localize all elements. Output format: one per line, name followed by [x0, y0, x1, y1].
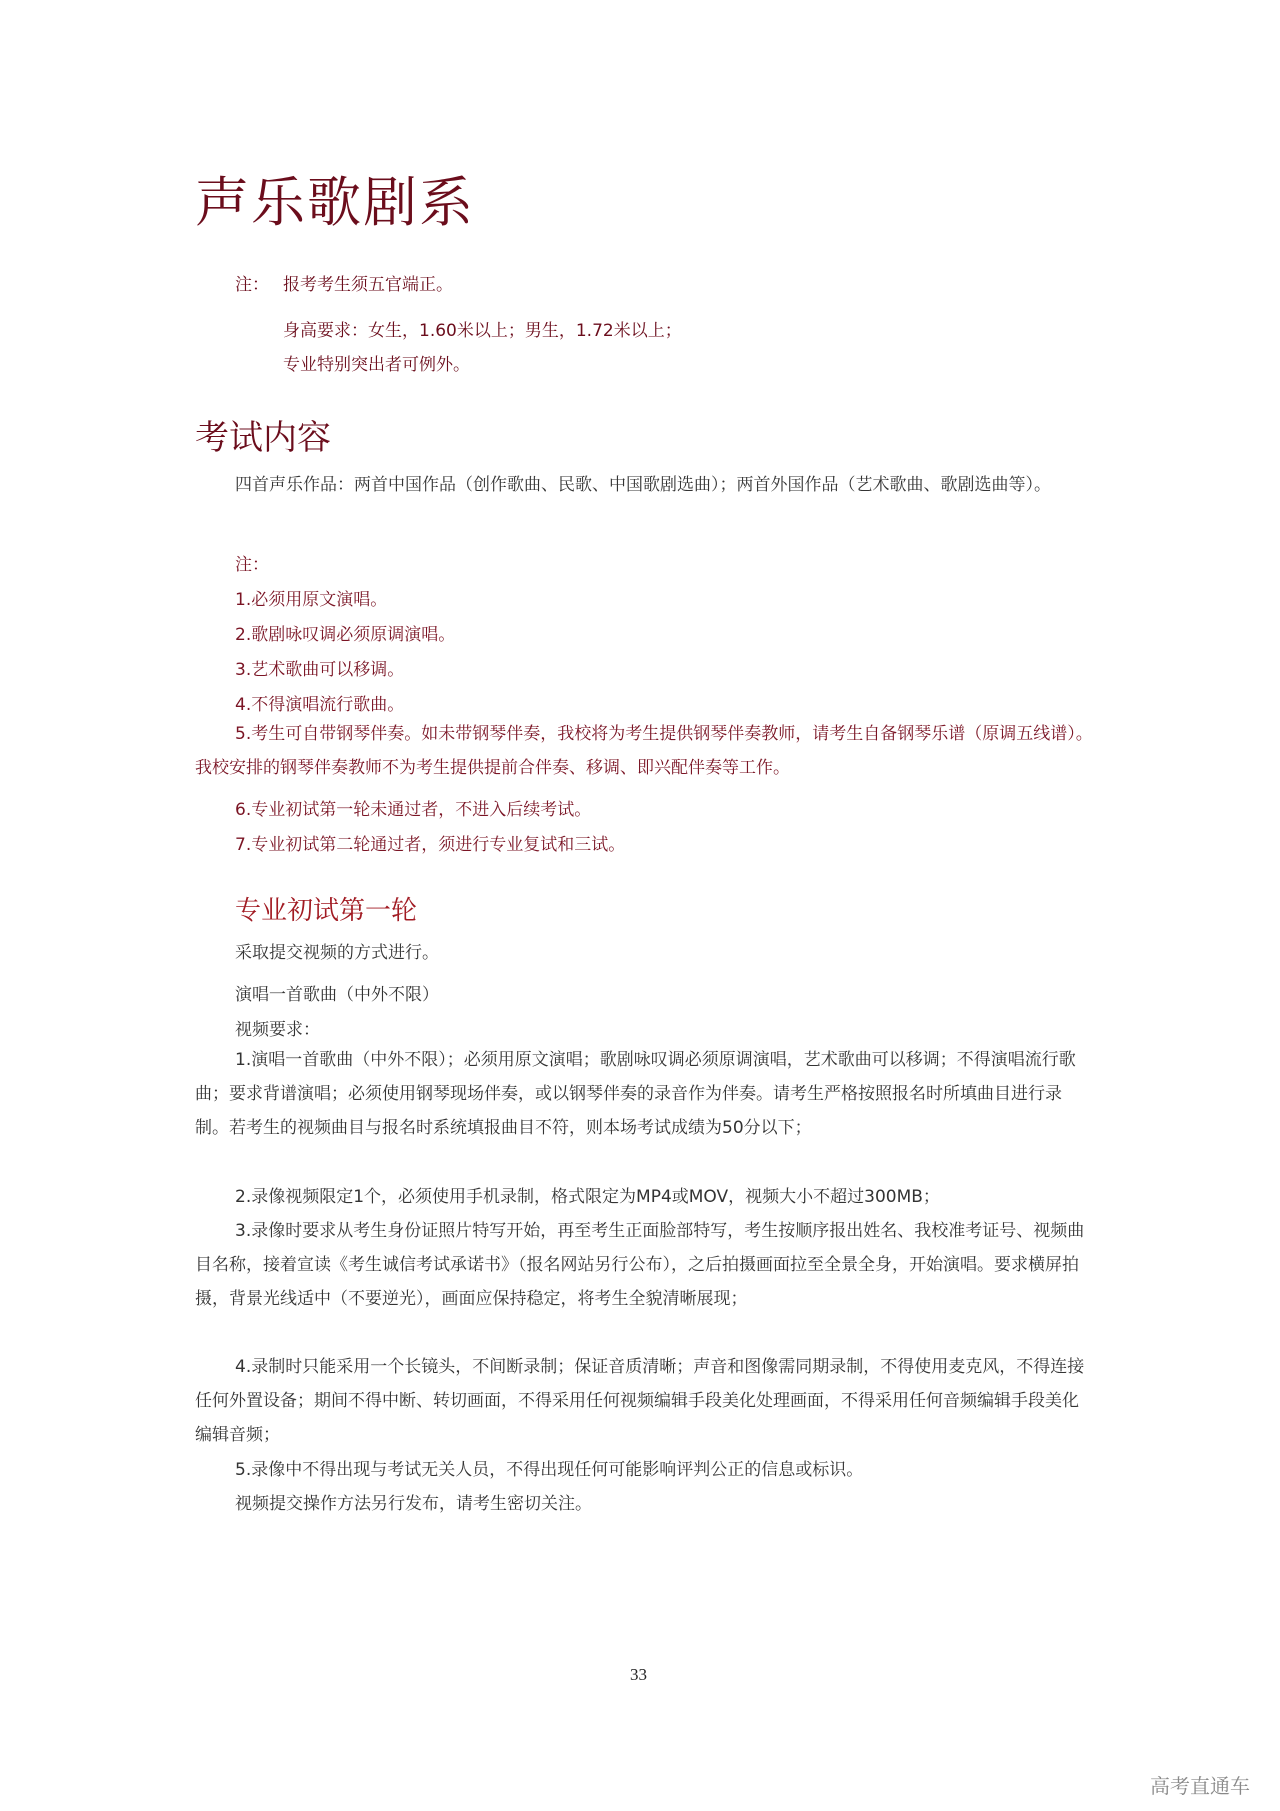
video-requirements-label: 视频要求：: [235, 1020, 320, 1040]
exam-note-item: 1.必须用原文演唱。: [235, 590, 388, 610]
first-round-method: 采取提交视频的方式进行。: [235, 943, 439, 963]
exam-content-intro: 四首声乐作品：两首中国作品（创作歌曲、民歌、中国歌剧选曲）；两首外国作品（艺术歌曲、歌剧选曲等）。: [235, 475, 1051, 495]
note-line-height: 身高要求：女生，1.60米以上；男生，1.72米以上；: [283, 321, 682, 341]
video-requirement-item: 5.录像中不得出现与考试无关人员，不得出现任何可能影响评判公正的信息或标识。: [235, 1460, 864, 1480]
subsection-title-first-round: 专业初试第一轮: [235, 896, 418, 926]
page-number: 33: [630, 1665, 647, 1684]
note-line-appearance: 报考考生须五官端正。: [283, 275, 453, 295]
video-requirement-item: 2.录像视频限定1个，必须使用手机录制，格式限定为MP4或MOV，视频大小不超过300MB；: [235, 1187, 940, 1207]
exam-note-item: 6.专业初试第一轮未通过者，不进入后续考试。: [235, 800, 592, 820]
section-title-exam-content: 考试内容: [195, 418, 331, 458]
video-requirement-item: 3.录像时要求从考生身份证照片特写开始，再至考生正面脸部特写，考生按顺序报出姓名、我校准考证号、视频曲目名称，接着宣读《考生诚信考试承诺书》（报名网站另行公布），之后拍摄画面拉至全景全身，开始演唱。要求横屏拍摄，背景光线适中（不要逆光），画面应保持稳定，将考生全貌清晰展现；: [195, 1221, 1085, 1309]
note-line-exception: 专业特别突出者可例外。: [283, 355, 470, 375]
note-label: 注：: [235, 275, 269, 295]
exam-note-item: 4.不得演唱流行歌曲。: [235, 695, 405, 715]
exam-note-item: 7.专业初试第二轮通过者，须进行专业复试和三试。: [235, 835, 626, 855]
video-requirement-item: 4.录制时只能采用一个长镜头，不间断录制；保证音质清晰；声音和图像需同期录制，不得使用麦克风，不得连接任何外置设备；期间不得中断、转切画面，不得采用任何视频编辑手段美化处理画面，不得采用任何音频编辑手段美化编辑音频；: [195, 1357, 1085, 1445]
first-round-closing: 视频提交操作方法另行发布，请考生密切关注。: [235, 1494, 592, 1514]
page-title: 声乐歌剧系: [195, 171, 475, 234]
exam-note-label: 注：: [235, 555, 269, 575]
exam-note-item: 5.考生可自带钢琴伴奏。如未带钢琴伴奏，我校将为考生提供钢琴伴奏教师，请考生自备钢琴乐谱（原调五线谱）。我校安排的钢琴伴奏教师不为考生提供提前合伴奏、移调、即兴配伴奏等工作。: [195, 724, 1093, 778]
video-requirement-item: 1.演唱一首歌曲（中外不限）；必须用原文演唱；歌剧咏叹调必须原调演唱，艺术歌曲可以移调；不得演唱流行歌曲；要求背谱演唱；必须使用钢琴现场伴奏，或以钢琴伴奏的录音作为伴奏。请考生严格按照报名时所填曲目进行录制。若考生的视频曲目与报名时系统填报曲目不符，则本场考试成绩为50分以下；: [195, 1050, 1076, 1138]
exam-note-item: 2.歌剧咏叹调必须原调演唱。: [235, 625, 456, 645]
exam-note-item: 3.艺术歌曲可以移调。: [235, 660, 405, 680]
watermark-text: 高考直通车: [1150, 1774, 1250, 1798]
first-round-song: 演唱一首歌曲（中外不限）: [235, 985, 439, 1005]
